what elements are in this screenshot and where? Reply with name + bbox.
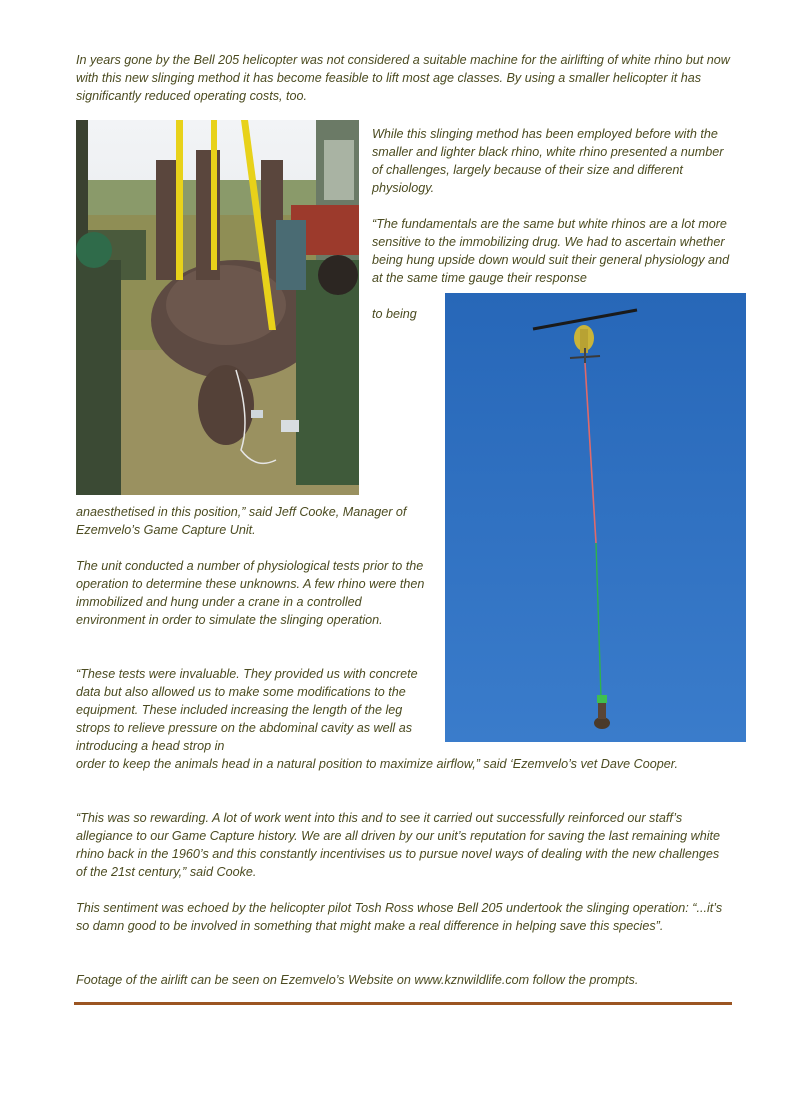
footer-divider bbox=[74, 1002, 732, 1005]
intro-paragraph: In years gone by the Bell 205 helicopter was not considered a suitable machine for the airlifting of white rhino but now with this new slinging method it has become feasible to lift most age classes. By using a smaller helicopter it has significantly reduced operating costs, too. bbox=[76, 53, 730, 103]
helicopter-airlift-image bbox=[445, 293, 746, 742]
rhino-sling-photo bbox=[76, 120, 359, 495]
paragraph-physiological-tests: The unit conducted a number of physiological tests prior to the operation to determine these unknowns. A few rhino were then immobilized and hung under a crane in a controlled environment in order to simulate the slinging operation. bbox=[76, 559, 425, 627]
quote-rewarding: “This was so rewarding. A lot of work went into this and to see it carried out successfully reinforced our staff’s allegiance to our Game Capture history. We are all driven by our unit’s reputation for saving the last remaining white rhino back in the 1960’s and this constantly incentivises us to pursue novel ways of dealing with the new challenges of the 21st century,” said Cooke. bbox=[76, 811, 721, 879]
quote-tests-invaluable-continued: order to keep the animals head in a natural position to maximize airflow,” said ‘Ezemvelo’s vet Dave Cooper. bbox=[76, 757, 679, 771]
paragraph-pilot-tosh-ross: This sentiment was echoed by the helicopter pilot Tosh Ross whose Bell 205 undertook the slinging operation: “...it’s so damn good to be involved in something that might make a real difference in helping save this species”. bbox=[76, 901, 723, 933]
quote-fundamentals: “The fundamentals are the same but white rhinos are a lot more sensitive to the immobilizing drug. We had to ascertain whether being hung upside down would suit their general physiology and at the same time gauge their response bbox=[372, 217, 730, 285]
paragraph-black-rhino: While this slinging method has been employed before with the smaller and lighter black rhino, white rhino presented a number of challenges, largely because of their size and different physiology. bbox=[372, 127, 724, 195]
quote-anaesthetised: anaesthetised in this position,” said Jeff Cooke, Manager of Ezemvelo’s Game Capture Unit. bbox=[76, 505, 407, 537]
rhino-sling-image bbox=[76, 120, 359, 495]
quote-tests-invaluable: “These tests were invaluable. They provided us with concrete data but also allowed us to make some modifications to the equipment. These included increasing the length of the leg strops to relieve pressure on the abdominal cavity as well as introducing a head strop in bbox=[76, 667, 418, 753]
helicopter-airlift-photo bbox=[445, 293, 746, 742]
quote-fundamentals-continued: to being bbox=[372, 307, 417, 321]
footage-note: Footage of the airlift can be seen on Ezemvelo’s Website on www.kznwildlife.com follow the prompts. bbox=[76, 973, 639, 987]
